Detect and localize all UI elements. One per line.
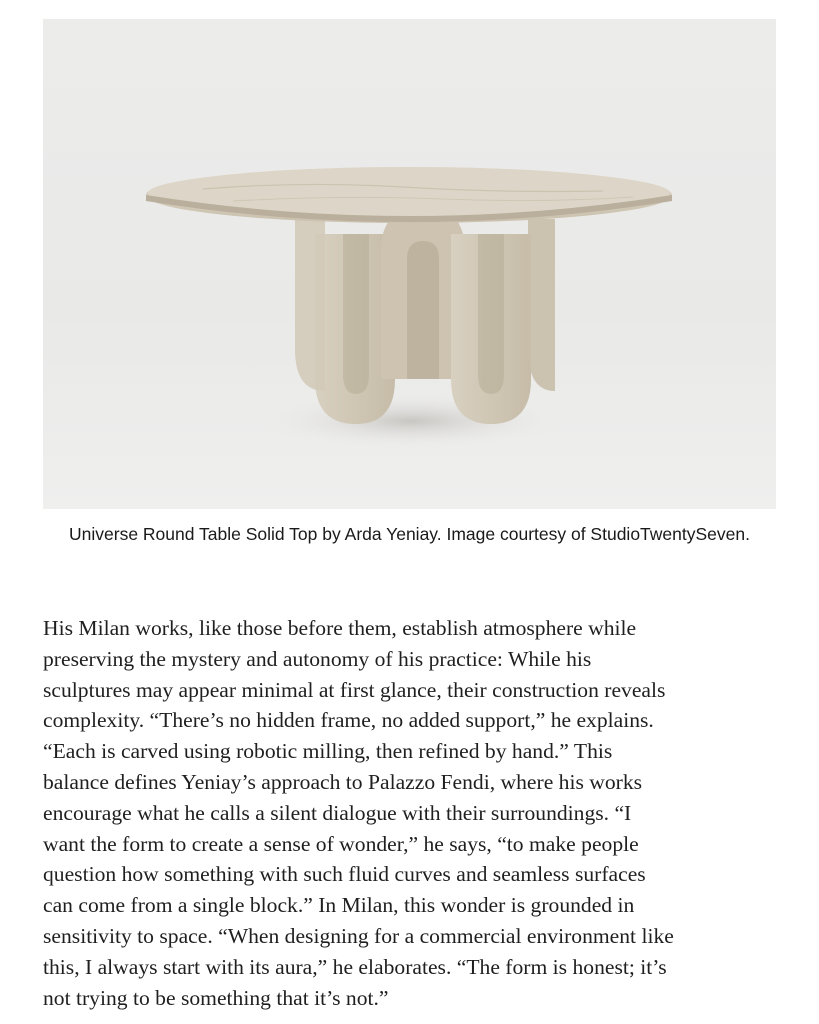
paragraph-line: balance defines Yeniay’s approach to Palazzo Fendi, where his works — [43, 769, 643, 794]
paragraph-line: preserving the mystery and autonomy of his practice: While his — [43, 646, 592, 671]
paragraph-line: this, I always start with its aura,” he elaborates. “The form is honest; it’s — [43, 954, 667, 979]
paragraph-line: can come from a single block.” In Milan, this wonder is grounded in — [43, 893, 635, 918]
article-figure — [43, 19, 776, 509]
paragraph-line: His Milan works, like those before them, establish atmosphere while — [43, 616, 637, 640]
paragraph-line: not trying to be something that it’s not.” — [43, 985, 389, 1010]
paragraph-line: sensitivity to space. “When designing for a commercial environment like — [43, 923, 674, 948]
paragraph-line: sculptures may appear minimal at first glance, their construction reveals — [43, 677, 666, 702]
paragraph-line: complexity. “There’s no hidden frame, no added support,” he explains. — [43, 708, 654, 733]
paragraph-line: question how something with such fluid curves and seamless surfaces — [43, 862, 646, 887]
paragraph-line: want the form to create a sense of wonder,” he says, “to make people — [43, 831, 639, 856]
paragraph-line: “Each is carved using robotic milling, then refined by hand.” This — [43, 739, 613, 764]
article-paragraph — [43, 613, 783, 1013]
image-caption: Universe Round Table Solid Top by Arda Yeniay. Image courtesy of StudioTwentySeven. — [69, 524, 750, 544]
table-photo — [43, 19, 776, 509]
paragraph-line: encourage what he calls a silent dialogue with their surroundings. “I — [43, 800, 632, 825]
